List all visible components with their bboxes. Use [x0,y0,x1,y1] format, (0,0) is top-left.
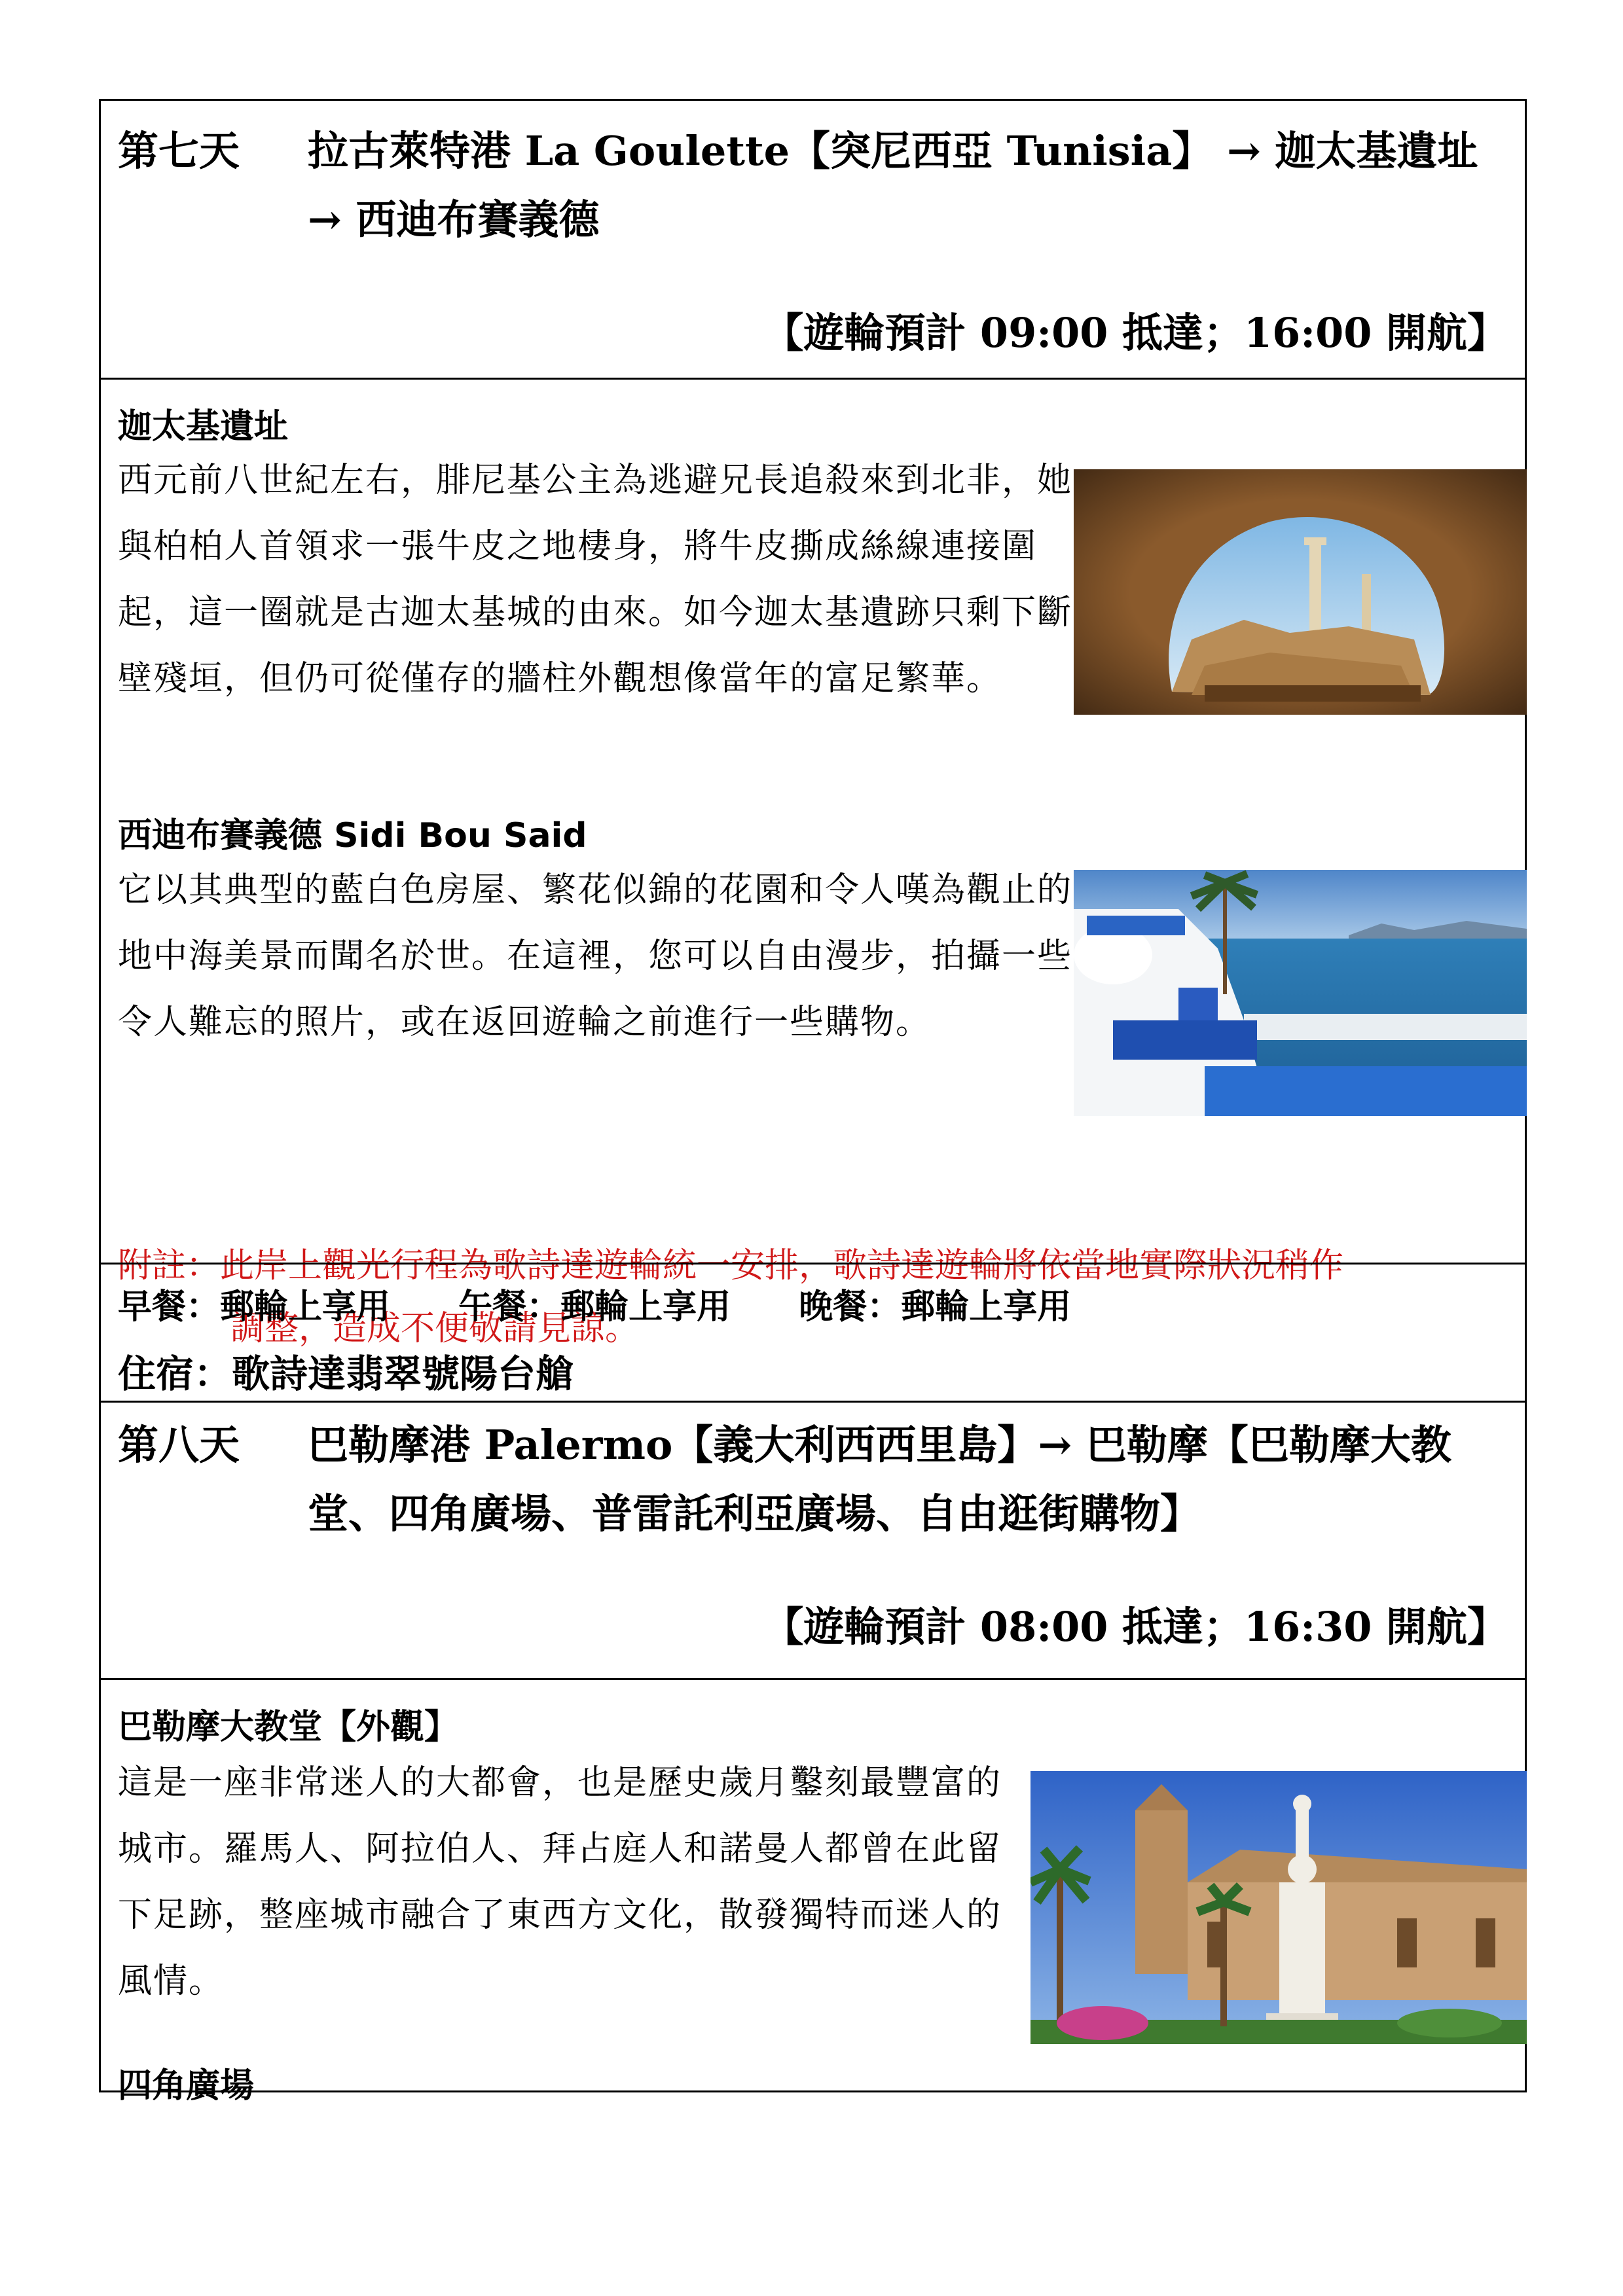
sidibou-heading: 西迪布賽義德 Sidi Bou Said [118,816,587,855]
day8-route-line1: 巴勒摩港 Palermo【義大利西西里島】→ 巴勒摩【巴勒摩大教 [308,1421,1451,1469]
day8-route [308,1410,1508,1548]
disclaimer-line1: 附註：此岸上觀光行程為歌詩達遊輪統一安排，歌詩達遊輪將依當地實際狀況稍作 [118,1246,1344,1285]
day7-header [101,101,1525,378]
divider [101,378,1525,380]
itinerary-table [99,99,1527,2106]
day7-meals [118,1279,1127,1328]
lunch-label: 午餐：郵輪上享用 [458,1287,731,1327]
cathedral-heading: 巴勒摩大教堂【外觀】 [118,1708,459,1747]
divider [101,1263,1525,1265]
sidibou-photo [1074,870,1527,1116]
day8-header [101,1403,1525,1676]
day7-schedule: 【遊輪預計 09:00 抵達；16:00 開航】 [763,309,1508,357]
divider [101,1678,1525,1680]
day8-schedule: 【遊輪預計 08:00 抵達；16:30 開航】 [763,1603,1508,1651]
day7-label: 第七天 [118,127,240,175]
sidibou-text: 它以其典型的藍白色房屋、繁花似錦的花園和令人嘆為觀止的地中海美景而聞名於世。在這裡，您可以自由漫步，拍攝一些令人難忘的照片，或在返回遊輪之前進行一些購物。 [118,870,1073,1042]
dinner-label: 晚餐：郵輪上享用 [799,1287,1072,1327]
day8-route-line2: 堂、四角廣場、普雷託利亞廣場、自由逛街購物】 [308,1490,1201,1537]
carthage-heading: 迦太基遺址 [118,407,289,446]
carthage-text: 西元前八世紀左右，腓尼基公主為逃避兄長追殺來到北非，她與柏柏人首領求一張牛皮之地棲身，將牛皮撕成絲線連接圍起，這一圈就是古迦太基城的由來。如今迦太基遺跡只剩下斷壁殘垣，但仍可從僅存的牆柱外觀想像當年的富足繁華。 [118,461,1073,698]
day8-label: 第八天 [118,1421,240,1469]
day7-route-line1: 拉古萊特港 La Goulette【突尼西亞 Tunisia】 → 迦太基遺址 [308,127,1478,175]
quattro-canti-heading: 四角廣場 [118,2066,255,2106]
day7-route [308,117,1508,254]
disclaimer-line2: 調整，造成不便敬請見諒。 [230,1309,640,1348]
day7-route-line2: → 西迪布賽義德 [308,196,600,243]
breakfast-label: 早餐：郵輪上享用 [118,1287,391,1327]
cathedral-text: 這是一座非常迷人的大都會，也是歷史歲月鑿刻最豐富的城市。羅馬人、阿拉伯人、拜占庭人和諾曼人都曾在此留下足跡，整座城市融合了東西方文化，散發獨特而迷人的風情。 [118,1763,1002,2001]
carthage-ruins-photo [1074,469,1527,715]
day7-lodging: 住宿：歌詩達翡翠號陽台艙 [118,1352,574,1396]
palermo-cathedral-photo [1030,1771,1527,2044]
